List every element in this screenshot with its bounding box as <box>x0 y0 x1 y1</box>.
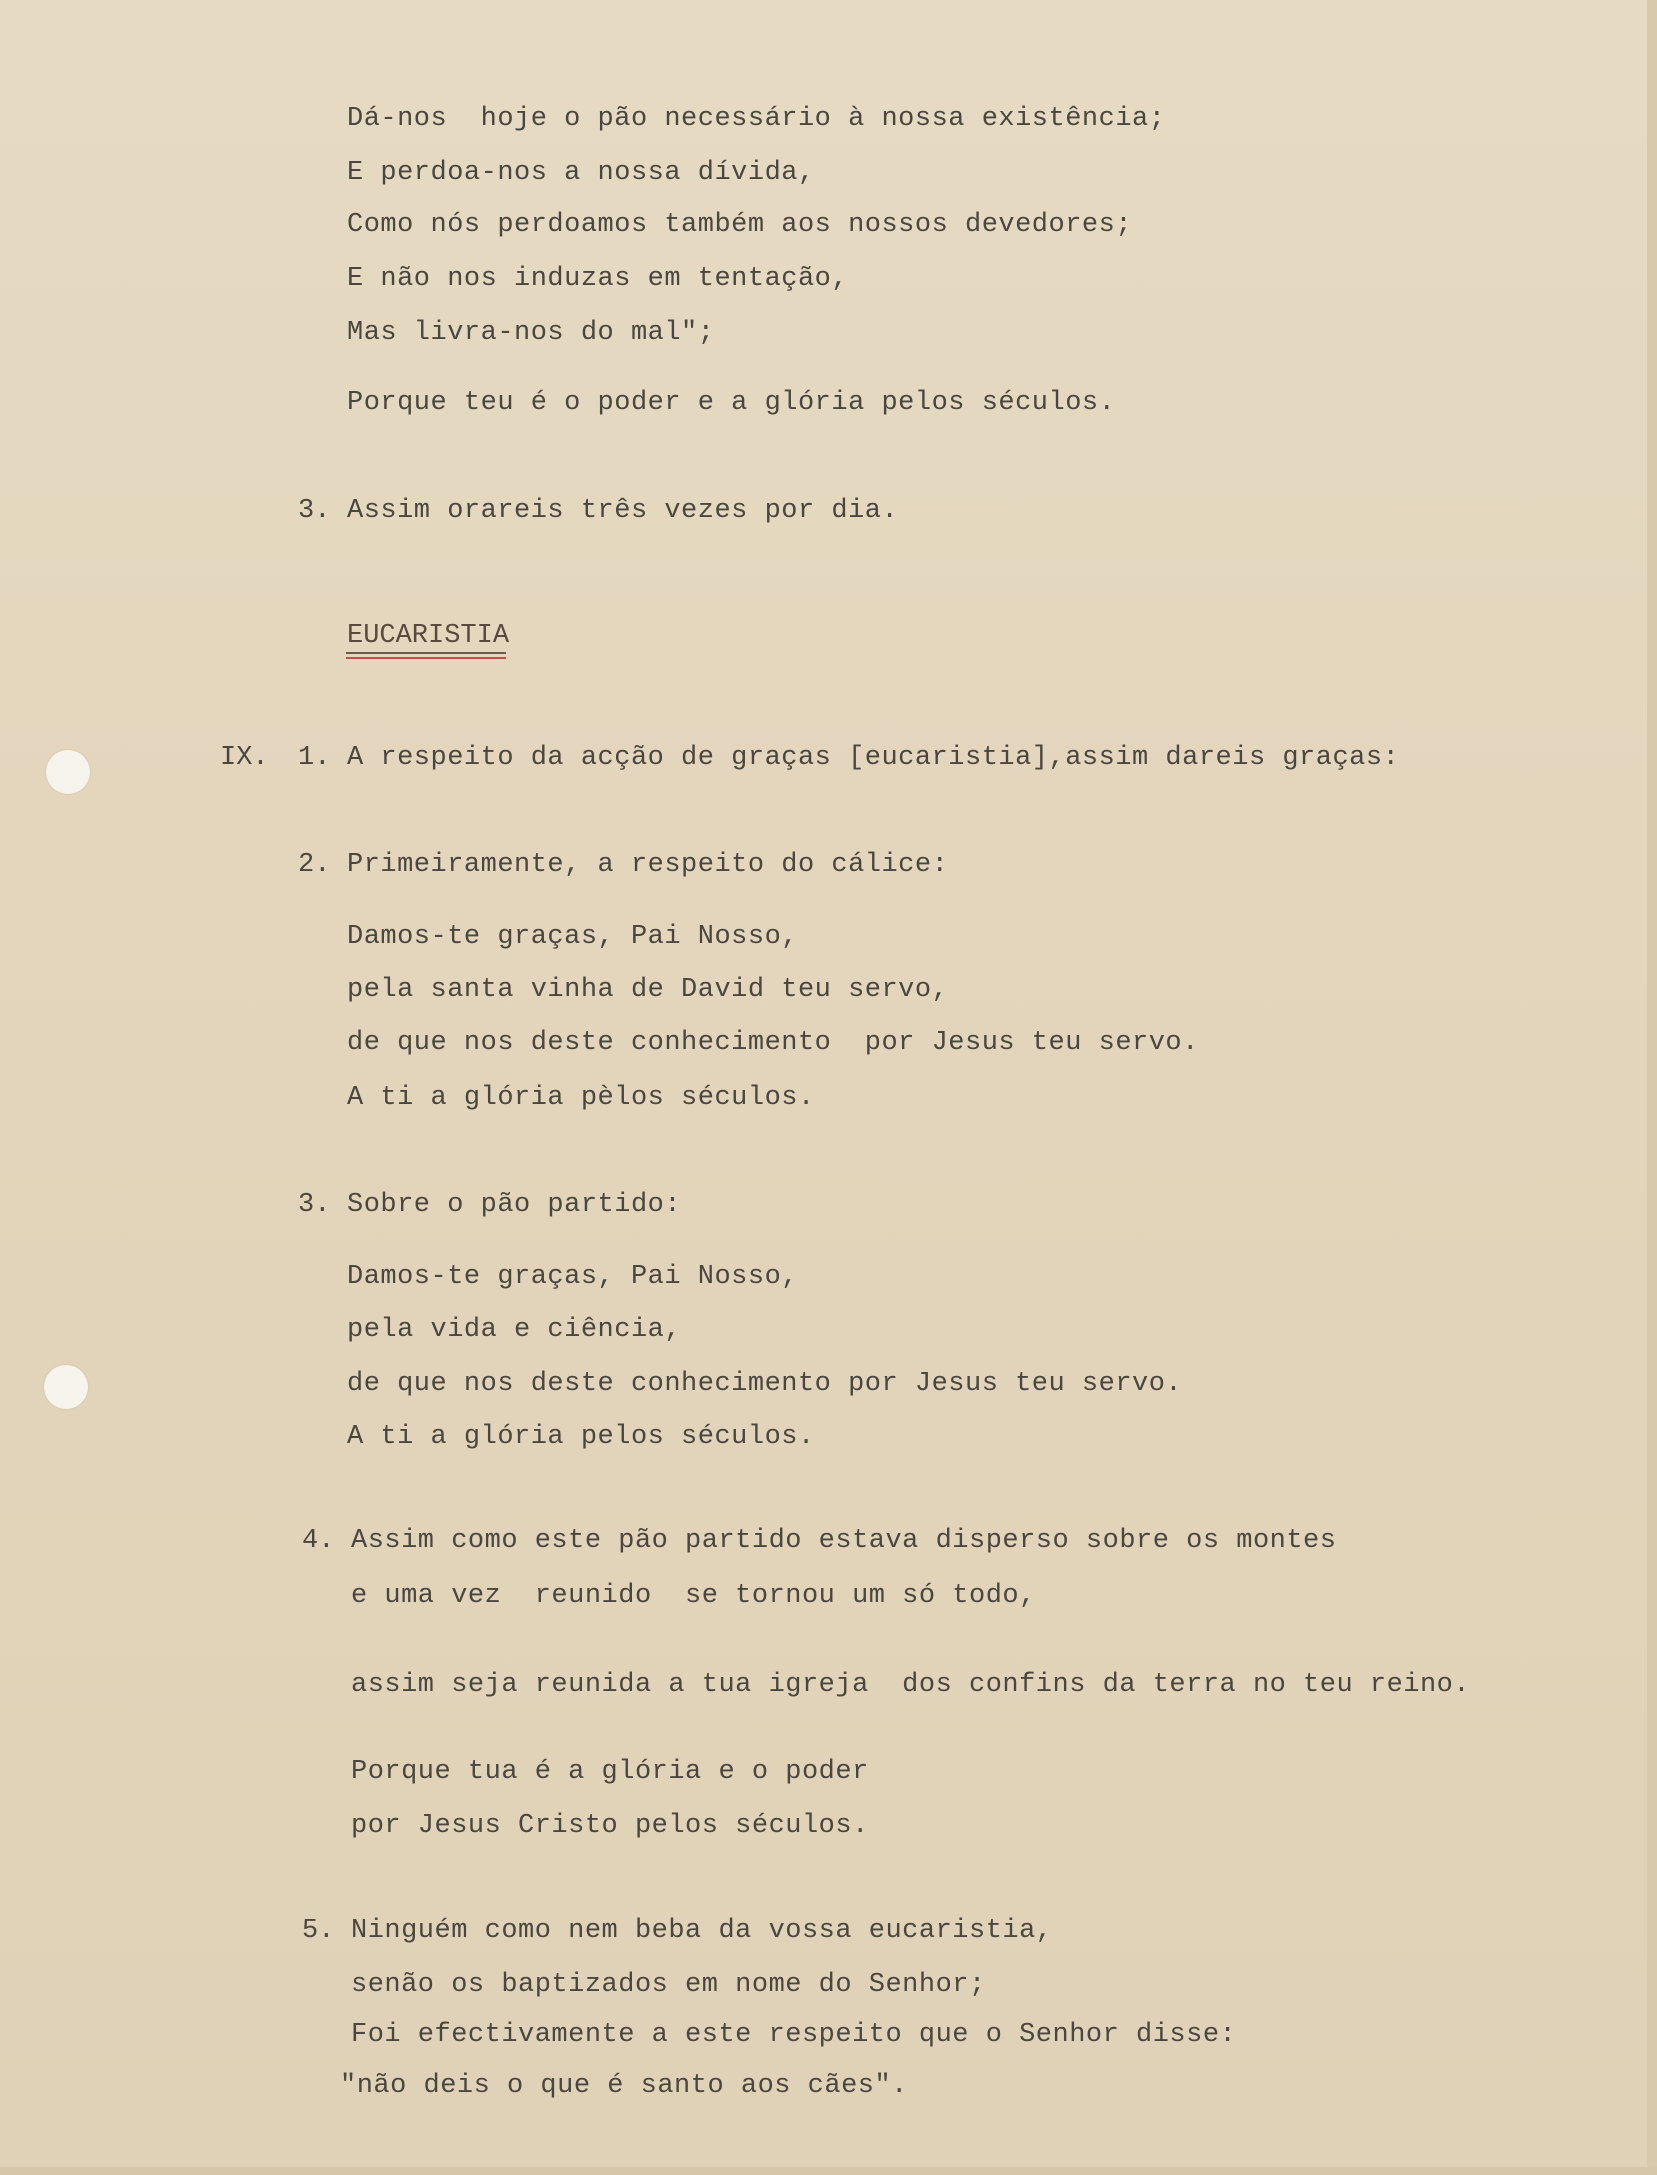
item-text: Assim como este pão partido estava disperso sobre os montes <box>351 1526 1337 1556</box>
section-heading: EUCARISTIA <box>347 621 510 651</box>
item-text: e uma vez reunido se tornou um só todo, <box>351 1581 1036 1611</box>
item-text: "não deis o que é santo aos cães". <box>340 2071 908 2101</box>
heading-underline-red <box>346 657 506 659</box>
item-number: 2. <box>298 850 331 880</box>
item-text: Ninguém como nem beba da vossa eucaristia, <box>351 1916 1053 1946</box>
verse-line: pela vida e ciência, <box>347 1315 682 1345</box>
punch-hole-bottom <box>44 1365 88 1409</box>
item-number: 3. <box>298 496 331 526</box>
item-number: 1. <box>298 743 331 773</box>
chapter-number: IX. <box>220 743 269 773</box>
verse-line: A ti a glória pèlos séculos. <box>347 1083 815 1113</box>
prayer-line: E não nos induzas em tentação, <box>347 264 849 294</box>
item-text: Foi efectivamente a este respeito que o Senhor disse: <box>351 2020 1237 2050</box>
item-number: 3. <box>298 1190 331 1220</box>
verse-line: de que nos deste conhecimento por Jesus teu servo. <box>347 1028 1199 1058</box>
verse-line: A ti a glória pelos séculos. <box>347 1422 815 1452</box>
prayer-line: Dá-nos hoje o pão necessário à nossa existência; <box>347 104 1166 134</box>
verse-line: Damos-te graças, Pai Nosso, <box>347 1262 798 1292</box>
item-number: 4. <box>302 1526 335 1556</box>
item-number: 5. <box>302 1916 335 1946</box>
item-text: A respeito da acção de graças [eucaristia],assim dareis graças: <box>347 743 1400 773</box>
item-text: assim seja reunida a tua igreja dos confins da terra no teu reino. <box>351 1670 1471 1700</box>
doxology-line: por Jesus Cristo pelos séculos. <box>351 1811 869 1841</box>
paper-bottom-edge <box>0 2167 1657 2175</box>
verse-line: pela santa vinha de David teu servo, <box>347 975 949 1005</box>
prayer-line: Porque teu é o poder e a glória pelos séculos. <box>347 388 1116 418</box>
verse-line: de que nos deste conhecimento por Jesus teu servo. <box>347 1369 1183 1399</box>
punch-hole-top <box>46 750 90 794</box>
prayer-line: Mas livra-nos do mal"; <box>347 318 715 348</box>
heading-underline <box>346 652 506 654</box>
prayer-line: Como nós perdoamos também aos nossos devedores; <box>347 210 1133 240</box>
item-text: Primeiramente, a respeito do cálice: <box>347 850 949 880</box>
item-text: Assim orareis três vezes por dia. <box>347 496 899 526</box>
prayer-line: E perdoa-nos a nossa dívida, <box>347 158 815 188</box>
item-text: Sobre o pão partido: <box>347 1190 682 1220</box>
item-text: senão os baptizados em nome do Senhor; <box>351 1970 986 2000</box>
paper-right-edge <box>1647 0 1657 2175</box>
verse-line: Damos-te graças, Pai Nosso, <box>347 922 798 952</box>
doxology-line: Porque tua é a glória e o poder <box>351 1757 869 1787</box>
